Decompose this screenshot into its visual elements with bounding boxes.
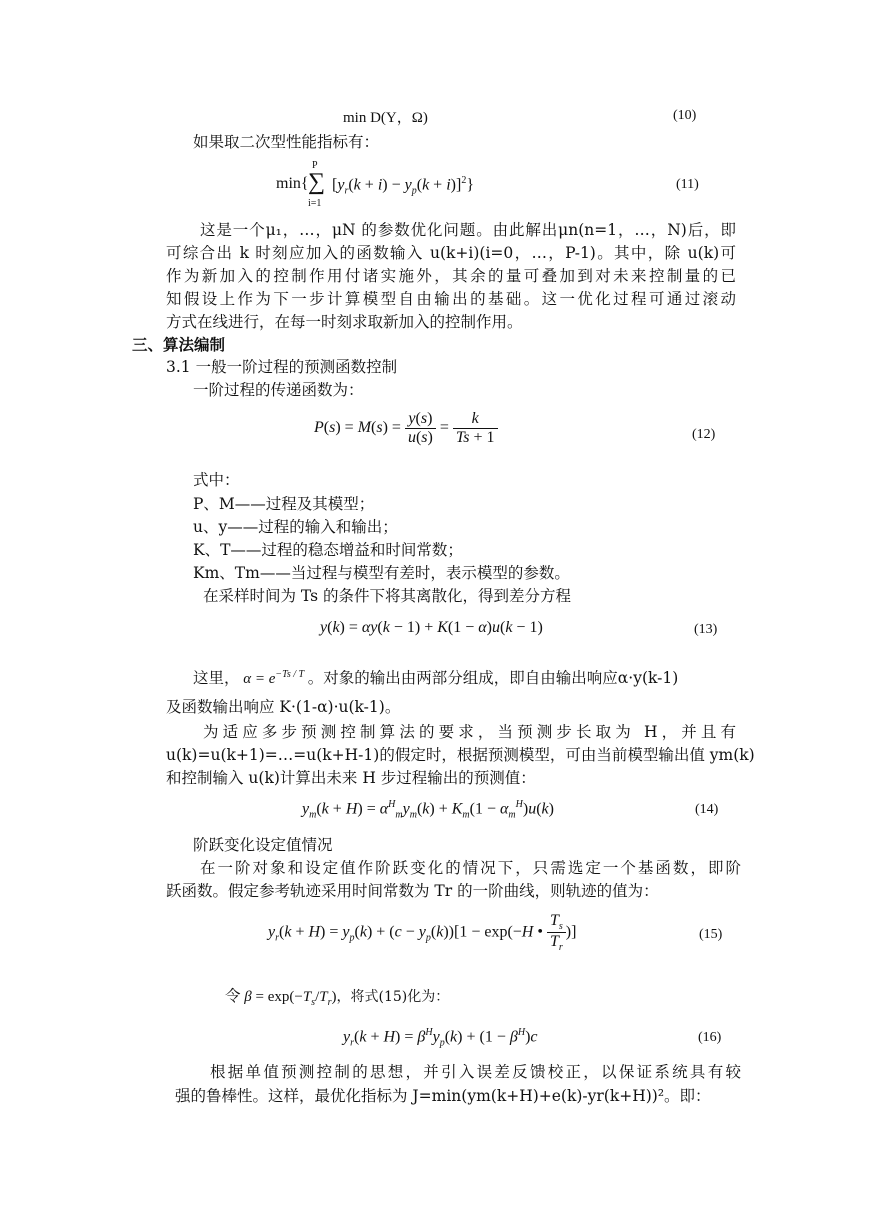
equation-10-text: min D(Y，Ω): [343, 110, 428, 126]
subsection-heading-3-1: 3.1 一般一阶过程的预测函数控制: [166, 358, 398, 376]
paragraph-optimization-line-4: 知假设上作为下一步计算模型自由输出的基础。这一优化过程可通过滚动: [166, 290, 736, 308]
paragraph-optimization-line-3: 作为新加入的控制作用付诸实施外，其余的量可叠加到对未来控制量的已: [166, 267, 736, 285]
paragraph-alpha-line-1: [193, 664, 678, 690]
alpha-definition: $\alpha = e^{-Ts / T}$: [239, 669, 305, 687]
equation-14: $y_m(k + H) = \alpha^H_my_m(k) + K_m(1 - \alpha_m^H)u(k)$: [302, 799, 554, 821]
paragraph-multistep-line-1: 为适应多步预测控制算法的要求，当预测步长取为 H，并且有: [203, 723, 736, 741]
definition-k-t: K、T——过程的稳态增益和时间常数；: [193, 541, 463, 559]
paragraph-transfer-function-intro: 一阶过程的传递函数为：: [193, 381, 364, 399]
equation-13: y(k) = αy(k − 1) + K(1 − α)u(k − 1): [320, 619, 543, 636]
equation-11-number: (11): [676, 177, 699, 192]
section-heading-3: 三、算法编制: [132, 335, 226, 354]
definition-u-y: u、y——过程的输入和输出；: [193, 518, 398, 536]
equation-12: P(s) = M(s) = $\frac{y(s)}{u(s)}$ = $\frac{k}{Ts + 1}$: [314, 410, 498, 447]
equation-16: $y_r(k + H) = \beta^Hy_p(k) + (1 - \beta^H)c$: [343, 1027, 538, 1049]
paragraph-alpha-prefix: 这里，: [193, 669, 240, 687]
paragraph-alpha-line-2: 及函数输出响应 K·(1-α)·u(k-1)。: [166, 698, 401, 716]
equation-13-number: (13): [694, 622, 718, 637]
paragraph-discretize: 在采样时间为 Ts 的条件下将其离散化，得到差分方程: [203, 587, 572, 605]
where-label: 式中：: [193, 471, 240, 489]
equation-14-number: (14): [695, 802, 719, 817]
subheading-step-setpoint: 阶跃变化设定值情况: [193, 836, 333, 854]
paragraph-optimization-line-5: 方式在线进行，在每一时刻求取新加入的控制作用。: [166, 313, 523, 331]
paragraph-step-line-1: 在一阶对象和设定值作阶跃变化的情况下，只需选定一个基函数，即阶: [200, 859, 741, 877]
paragraph-beta-suffix: ，将式(15)化为：: [336, 989, 450, 1005]
paragraph-intro-quadratic: 如果取二次型性能指标有：: [193, 133, 380, 151]
equation-15-number: (15): [699, 927, 723, 942]
document-page: min D(Y，Ω) (10) 如果取二次型性能指标有： min{ P ∑ i=1 $[y_r(k + i) - y_p(k + i)]^2$} (11) 这是一个μ₁，…，μN 的参数优化问题。由此解出μn(n=1，…，N)后，即 可综合出 k 时刻应加入的函数输入 u(k+i)(i=0，…，P-1)。其中，除 u(k)可 作为新加入的控制作用付诸实施外，其余的量可叠加到对未来控制量的已 知假设上作为下一步计算模型自由输出的基础。这一优化过程可通过滚动 方式在线进行，在每一时刻求取新加入的控制作用。 三、算法编制 3.1 一般一阶过程的预测函数控制 一阶过程的传递函数为： P(s) = M(s) = $\frac{y(s)}{u(s)}$ = $\frac{k}{Ts + 1}$ (12) 式中： P、M——过程及其模型； u、y——过程的输入和输出； K、T——过程的稳态增益和时间常数； Km、Tm——当过程与模型有差时，表示模型的参数。 在采样时间为 Ts 的条件下将其离散化，得到差分方程 y(k) = αy(k − 1) + K(1 − α)u(k − 1) (13) 这里， $\alpha = e^{-Ts / T}$ 。对象的输出由两部分组成，即自由输出响应α·y(k-1) 及函数输出响应 K·(1-α)·u(k-1)。 为适应多步预测控制算法的要求，当预测步长取为 H，并且有 u(k)=u(k+1)=…=u(k+H-1)的假定时，根据预测模型，可由当前模型输出值 ym(k) 和控制输入 u(k)计算出未来 H 步过程输出的预测值： $y_m(k + H) = \alpha^H_my_m(k) + K_m(1 - \alpha_m^H)u(k)$ (14) 阶跃变化设定值情况 在一阶对象和设定值作阶跃变化的情况下，只需选定一个基函数，即阶 跃函数。假定参考轨迹采用时间常数为 Tr 的一阶曲线，则轨迹的值为： $y_r(k + H) = y_p(k) + (c - y_p(k))[1 - \exp(-H$ • $\frac{T_s}{T_r}$ )] (15) 令 $\beta = \exp(-T_s/T_r)$，将式(15)化为： $y_r(k + H) = \beta^Hy_p(k) + (1 - \beta^H)c$ (16) 根据单值预测控制的思想，并引入误差反馈校正，以保证系统具有较 强的鲁棒性。这样，最优化指标为 J=min(ym(k+H)+e(k)-yr(k+H))²。即：: [132, 108, 755, 1105]
definition-p-m: P、M——过程及其模型；: [193, 495, 375, 513]
beta-definition: $\beta = \exp(-T_s/T_r)$: [240, 989, 337, 1008]
paragraph-step-line-2: 跃函数。假定参考轨迹采用时间常数为 Tr 的一阶曲线，则轨迹的值为：: [166, 882, 659, 900]
equation-16-number: (16): [698, 1030, 722, 1045]
paragraph-multistep-line-2: u(k)=u(k+1)=…=u(k+H-1)的假定时，根据预测模型，可由当前模型输出值 ym(k): [166, 746, 755, 764]
definition-km-tm: Km、Tm——当过程与模型有差时，表示模型的参数。: [193, 564, 570, 582]
paragraph-robustness-line-1: 根据单值预测控制的思想，并引入误差反馈校正，以保证系统具有较: [210, 1063, 741, 1081]
equation-10-number: (10): [673, 108, 697, 123]
equation-10: [343, 106, 428, 127]
paragraph-multistep-line-3: 和控制输入 u(k)计算出未来 H 步过程输出的预测值：: [166, 769, 536, 787]
paragraph-beta-prefix: 令: [225, 987, 241, 1005]
paragraph-beta-definition: [225, 985, 449, 1014]
paragraph-alpha-suffix: 。对象的输出由两部分组成，即自由输出响应α·y(k-1): [307, 669, 679, 687]
equation-15: $y_r(k + H) = y_p(k) + (c - y_p(k))[1 - \exp(-H$ • $\frac{T_s}{T_r}$ )]: [268, 912, 577, 954]
paragraph-robustness-line-2: 强的鲁棒性。这样，最优化指标为 J=min(ym(k+H)+e(k)-yr(k+H))²。即：: [175, 1087, 711, 1105]
paragraph-optimization-line-1: 这是一个μ₁，…，μN 的参数优化问题。由此解出μn(n=1，…，N)后，即: [200, 221, 736, 239]
paragraph-optimization-line-2: 可综合出 k 时刻应加入的函数输入 u(k+i)(i=0，…，P-1)。其中，除 u(k)可: [166, 244, 736, 262]
equation-12-number: (12): [692, 427, 716, 442]
